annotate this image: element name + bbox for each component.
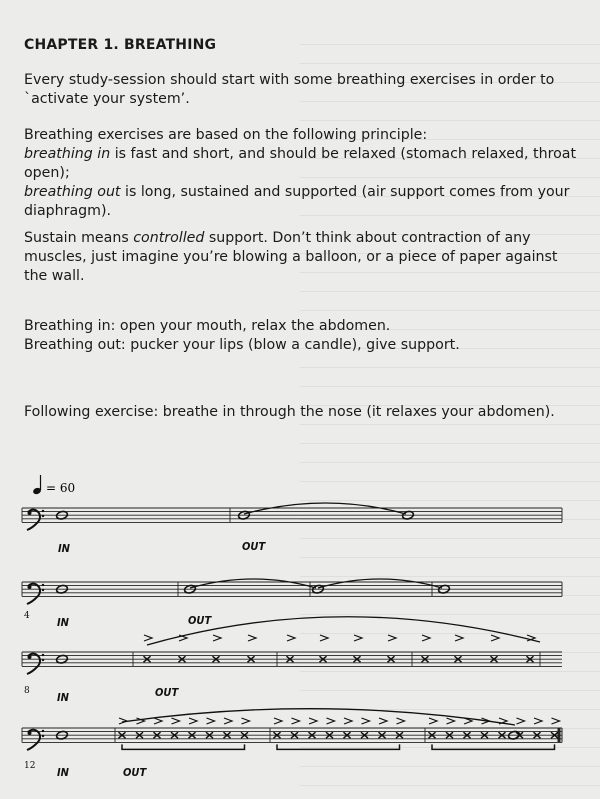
paragraph-intro (24, 71, 584, 109)
accent-mark (224, 718, 232, 724)
tempo-text: = 60 (46, 481, 76, 495)
accent-mark (344, 718, 352, 724)
accent-mark (429, 718, 437, 724)
accent-mark (455, 635, 463, 641)
paragraph-principle (24, 126, 584, 221)
accent-mark (292, 718, 300, 724)
tie-slur (318, 579, 442, 588)
beam (122, 744, 245, 749)
staff (22, 508, 562, 522)
measure-number: 4 (24, 611, 30, 621)
accent-mark (534, 718, 542, 724)
tie-slur (190, 579, 316, 588)
beam (432, 744, 555, 749)
breathing-out-em: breathing out (24, 184, 121, 200)
in-label: IN (57, 766, 69, 779)
intro-text: Every study-session should start with some breathing exercises in order to `activate your system’. (24, 72, 555, 107)
music-score (0, 470, 600, 790)
in-label: IN (57, 616, 69, 629)
accent-mark (189, 718, 197, 724)
out-label: OUT (188, 614, 212, 627)
step-in: Breathing in: open your mouth, relax the abdomen. (24, 318, 391, 334)
step-out: Breathing out: pucker your lips (blow a candle), give support. (24, 337, 460, 353)
paragraph-exercise (24, 403, 584, 422)
accent-mark (354, 635, 362, 641)
breathing-in-line (24, 145, 584, 183)
breathing-out-rest: is long, sustained and supported (air support comes from your diaphragm). (24, 184, 570, 219)
measure-number: 8 (24, 686, 30, 696)
sustain-b: support. Don’t think about contraction of any muscles, just imagine you’re blowing a balloon, or a piece of paper against the wall. (24, 230, 558, 284)
accent-mark (388, 635, 396, 641)
accent-mark (422, 635, 430, 641)
accent-mark (154, 718, 162, 724)
accent-mark (309, 718, 317, 724)
staff (22, 652, 562, 666)
long-slur (122, 709, 515, 725)
paragraph-sustain (24, 229, 584, 286)
breathing-in-em: breathing in (24, 146, 111, 162)
accent-mark (552, 718, 560, 724)
sustain-text (24, 229, 584, 286)
in-label: IN (57, 691, 69, 704)
sustain-a: Sustain means (24, 230, 134, 246)
out-label: OUT (155, 686, 179, 699)
chapter-title: CHAPTER 1. BREATHING (24, 37, 217, 53)
accent-mark (144, 635, 152, 641)
bass-clef-icon (27, 510, 44, 530)
out-label: OUT (123, 766, 147, 779)
accent-mark (447, 718, 455, 724)
staff (22, 582, 562, 596)
accent-mark (242, 718, 250, 724)
accent-mark (397, 718, 405, 724)
principle-line: Breathing exercises are based on the following principle: (24, 127, 428, 143)
bass-clef-icon (27, 584, 44, 604)
staff (22, 728, 562, 742)
bass-clef-icon (27, 730, 44, 750)
accent-mark (172, 718, 180, 724)
sustain-em: controlled (133, 230, 205, 246)
beam (277, 744, 400, 749)
accent-mark (248, 635, 256, 641)
exercise-text: Following exercise: breathe in through the nose (it relaxes your abdomen). (24, 404, 555, 420)
accent-mark (362, 718, 370, 724)
paragraph-steps (24, 317, 584, 355)
breathing-out-line (24, 183, 584, 221)
out-label: OUT (242, 540, 266, 553)
in-label: IN (58, 542, 70, 555)
tempo-marking (32, 475, 75, 495)
breathing-in-rest: is fast and short, and should be relaxed (stomach relaxed, throat open); (24, 146, 577, 181)
accent-mark (517, 718, 525, 724)
measure-number: 12 (24, 761, 36, 771)
bass-clef-icon (27, 654, 44, 674)
accent-mark (287, 635, 295, 641)
accent-mark (320, 635, 328, 641)
tie-slur (244, 503, 406, 514)
accent-mark (491, 635, 499, 641)
accent-mark (379, 718, 387, 724)
accent-mark (213, 635, 221, 641)
accent-mark (207, 718, 215, 724)
accent-mark (274, 718, 282, 724)
accent-mark (327, 718, 335, 724)
